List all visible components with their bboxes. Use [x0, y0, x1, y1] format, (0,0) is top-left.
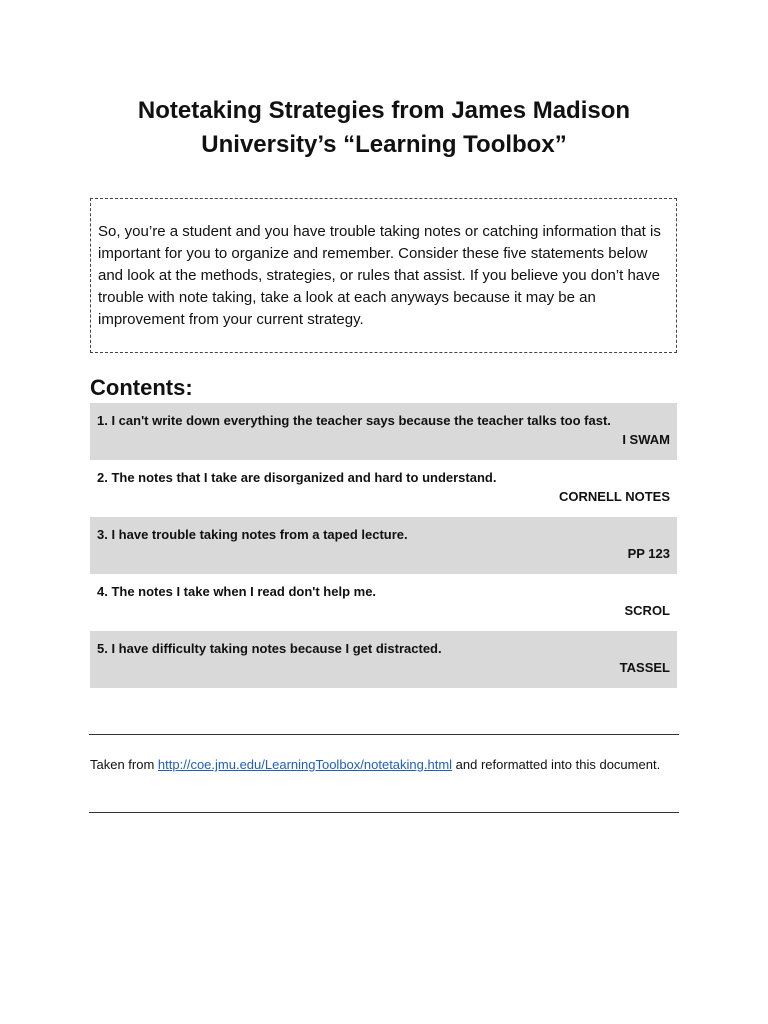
contents-heading: Contents: [90, 375, 193, 400]
contents-question: 2. The notes that I take are disorganized and hard to understand. [97, 470, 497, 485]
divider-bottom [89, 812, 679, 813]
contents-strategy: PP 123 [627, 546, 670, 561]
contents-strategy: CORNELL NOTES [559, 489, 670, 504]
contents-row-3 [90, 517, 677, 574]
contents-row-1 [90, 403, 677, 460]
source-suffix: and reformatted into this document. [452, 757, 661, 772]
source-note [90, 755, 678, 774]
source-link[interactable]: http://coe.jmu.edu/LearningToolbox/notetaking.html [157, 757, 453, 772]
contents-row-2 [90, 460, 677, 517]
contents-question: 1. I can't write down everything the teacher says because the teacher talks too fast. [97, 413, 611, 428]
contents-strategy: SCROL [624, 603, 670, 618]
divider-top [89, 734, 679, 735]
intro-box [90, 198, 677, 353]
contents-question: 4. The notes I take when I read don't help me. [97, 584, 377, 599]
title-line-2: University’s “Learning Toolbox” [201, 131, 567, 158]
contents-list [90, 403, 677, 688]
contents-row-4 [90, 574, 677, 631]
contents-question: 3. I have trouble taking notes from a taped lecture. [97, 527, 408, 542]
contents-strategy: I SWAM [622, 432, 670, 447]
contents-row-5 [90, 631, 677, 688]
contents-question: 5. I have difficulty taking notes because I get distracted. [97, 641, 442, 656]
contents-strategy: TASSEL [619, 660, 670, 675]
page-title [90, 94, 678, 162]
title-line-1: Notetaking Strategies from James Madison [137, 97, 631, 124]
source-prefix: Taken from [90, 757, 158, 772]
intro-text: So, you’re a student and you have trouble taking notes or catching information that is important for you to organize and remember. Consider these five statements below and look at the methods, strategies, or rules that assist. If you believe you don’t have trouble with note taking, take a look at each anyways because it may be an improvement from your current strategy. [98, 223, 661, 328]
